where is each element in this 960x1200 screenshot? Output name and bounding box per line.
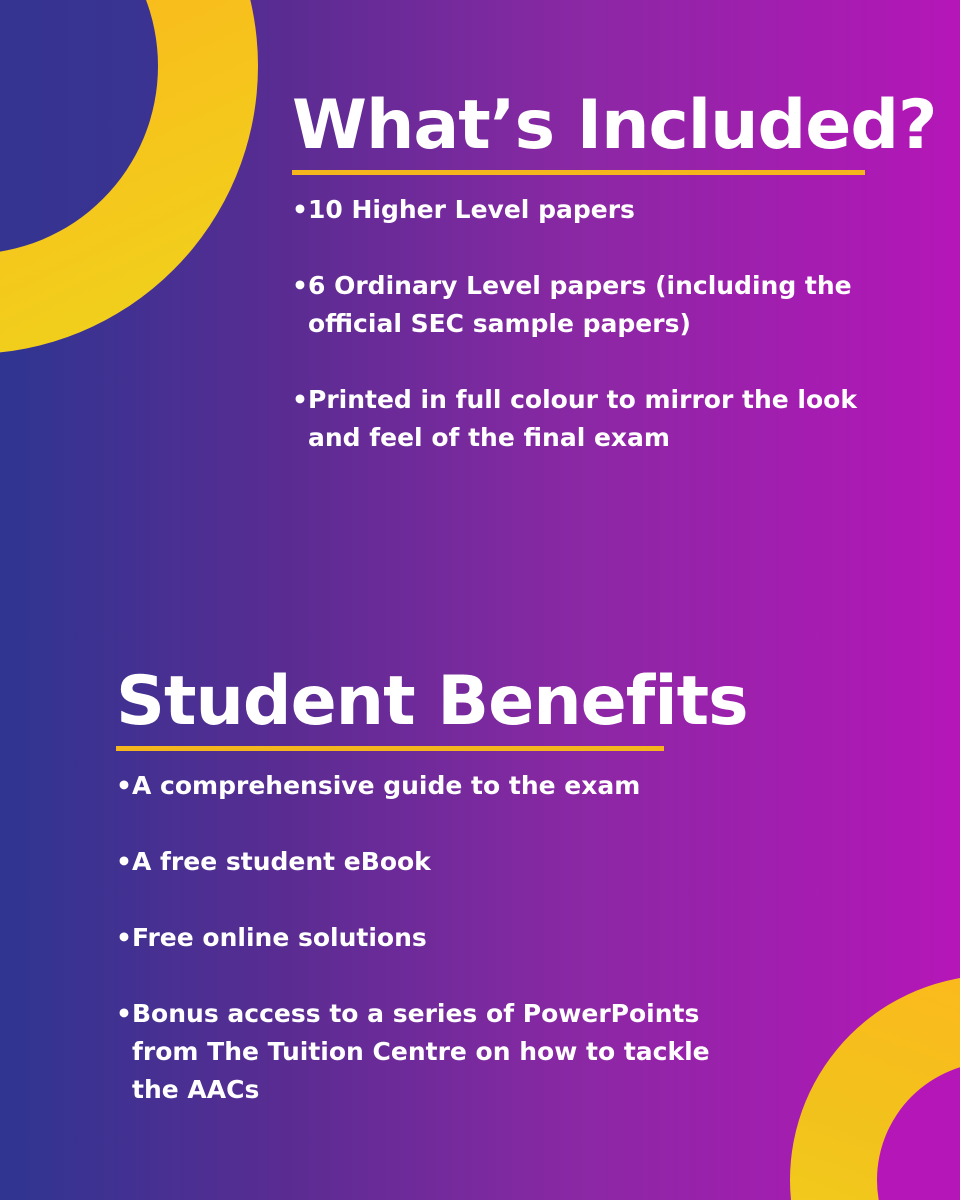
list-item-text: Printed in full colour to mirror the look and feel of the final exam — [308, 385, 857, 452]
bullet: • — [116, 771, 132, 800]
bullet: • — [116, 999, 132, 1028]
list-item — [116, 767, 712, 805]
heading-underline — [116, 746, 664, 751]
bullet: • — [292, 385, 308, 414]
list-item — [292, 381, 908, 457]
list-item-text: 10 Higher Level papers — [308, 195, 635, 224]
bullet: • — [116, 923, 132, 952]
whats-included-heading: What’s Included? — [292, 86, 937, 165]
list-item-text: A free student eBook — [132, 847, 431, 876]
bullet: • — [292, 195, 308, 224]
list-item-text: A comprehensive guide to the exam — [132, 771, 641, 800]
list-item — [292, 191, 908, 229]
student-benefits-section — [116, 660, 896, 1147]
list-item-text: Free online solutions — [132, 923, 427, 952]
list-item-text: 6 Ordinary Level papers (including the official SEC sample papers) — [308, 271, 852, 338]
list-item — [116, 843, 712, 881]
bullet: • — [292, 271, 308, 300]
list-item-text: Bonus access to a series of PowerPoints from The Tuition Centre on how to tackle the AACs — [132, 999, 710, 1104]
whats-included-section — [292, 84, 937, 495]
benefits-list — [116, 767, 896, 1109]
list-item — [116, 919, 712, 957]
included-list — [292, 191, 932, 457]
list-item — [292, 267, 908, 343]
bullet: • — [116, 847, 132, 876]
student-benefits-heading: Student Benefits — [116, 662, 748, 741]
heading-underline — [292, 170, 865, 175]
list-item — [116, 995, 712, 1109]
